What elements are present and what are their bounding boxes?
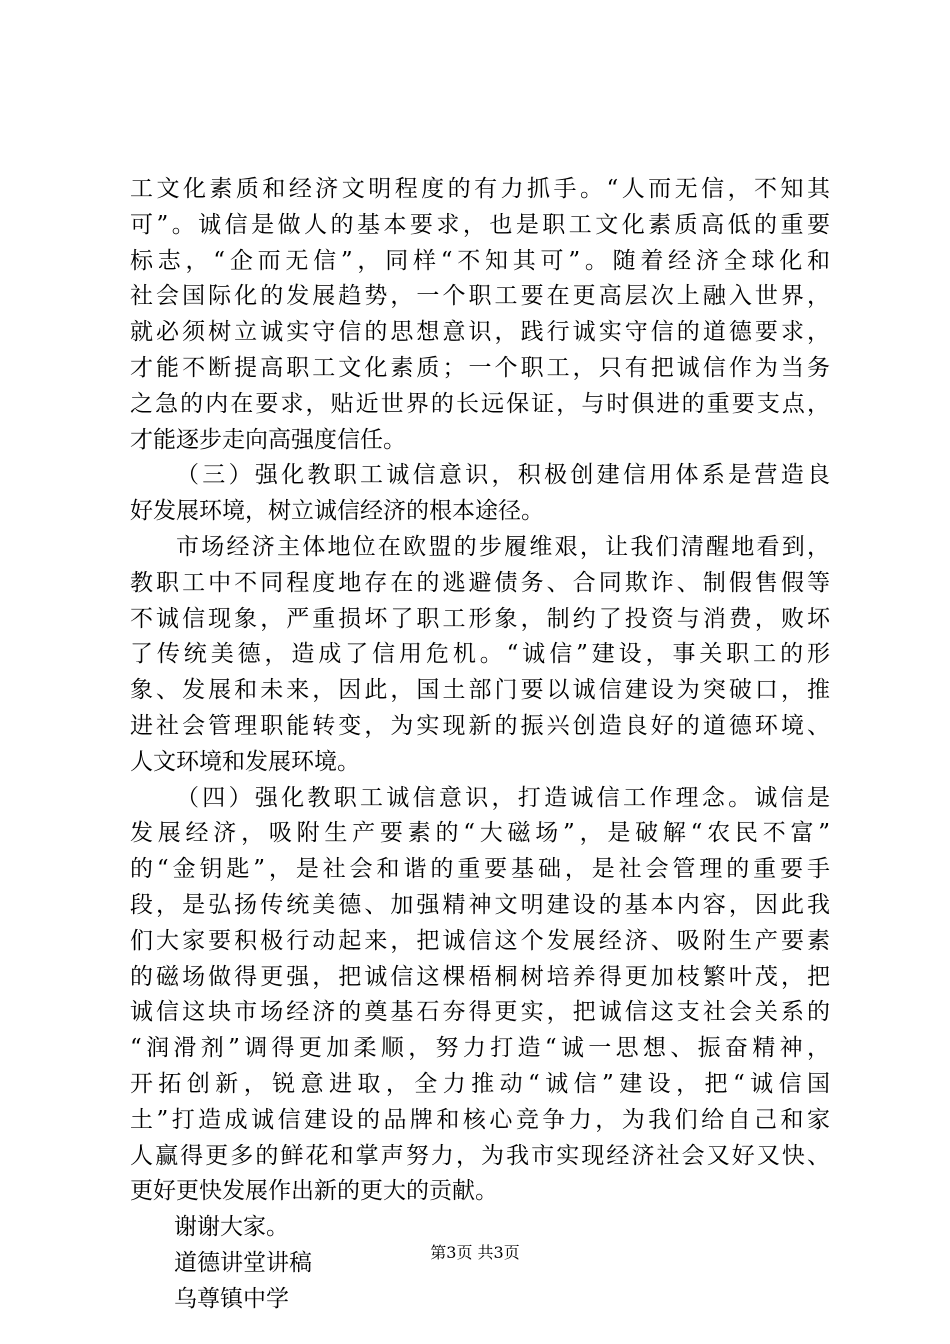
- text-line: 标志，“企而无信”，同样“不知其可”。随着经济全球化和: [130, 247, 830, 274]
- section-heading-line: （四）强化教职工诚信意识，打造诚信工作理念。诚信是: [176, 784, 830, 811]
- text-line: “润滑剂”调得更加柔顺，努力打造“诚一思想、振奋精神，: [130, 1035, 830, 1062]
- text-line: 人赢得更多的鲜花和掌声努力，为我市实现经济社会又好又快、: [130, 1142, 830, 1169]
- text-line: 的“金钥匙”，是社会和谐的重要基础，是社会管理的重要手: [130, 856, 830, 883]
- text-line: 工文化素质和经济文明程度的有力抓手。“人而无信，不知其: [130, 176, 830, 202]
- text-line: 更好更快发展作出新的更大的贡献。: [130, 1178, 498, 1205]
- text-line: 之急的内在要求，贴近世界的长远保证，与时俱进的重要支点，: [130, 390, 830, 417]
- text-line: 社会国际化的发展趋势，一个职工要在更高层次上融入世界，: [130, 283, 830, 310]
- closing-thanks: 谢谢大家。: [174, 1214, 289, 1241]
- text-line: 们大家要积极行动起来，把诚信这个发展经济、吸附生产要素: [130, 927, 830, 954]
- text-line: 才能逐步走向高强度信任。: [130, 426, 406, 453]
- closing-school: 乌尊镇中学: [174, 1285, 289, 1312]
- text-line: 就必须树立诚实守信的思想意识，践行诚实守信的道德要求，: [130, 319, 830, 346]
- text-line: 了传统美德，造成了信用危机。“诚信”建设，事关职工的形: [130, 641, 830, 668]
- text-line: 进社会管理职能转变，为实现新的振兴创造良好的道德环境、: [130, 712, 830, 739]
- text-line: 市场经济主体地位在欧盟的步履维艰，让我们清醒地看到，: [176, 533, 830, 560]
- text-line: 诚信这块市场经济的奠基石夯得更实，把诚信这支社会关系的: [130, 999, 830, 1026]
- text-line: 不诚信现象，严重损坏了职工形象，制约了投资与消费，败坏: [130, 605, 830, 632]
- text-line: 可”。诚信是做人的基本要求，也是职工文化素质高低的重要: [130, 211, 830, 238]
- text-line: 土”打造成诚信建设的品牌和核心竞争力，为我们给自己和家: [130, 1106, 830, 1133]
- closing-title: 道德讲堂讲稿: [174, 1249, 312, 1276]
- document-body: [130, 172, 830, 1318]
- text-line: 才能不断提高职工文化素质；一个职工，只有把诚信作为当务: [130, 354, 830, 381]
- section-heading-line: （三）强化教职工诚信意识，积极创建信用体系是营造良: [176, 462, 830, 489]
- text-line: 教职工中不同程度地存在的逃避债务、合同欺诈、制假售假等: [130, 569, 830, 596]
- text-line: 人文环境和发展环境。: [130, 748, 360, 775]
- section-heading-line: 好发展环境，树立诚信经济的根本途径。: [130, 498, 544, 525]
- text-line: 象、发展和未来，因此，国土部门要以诚信建设为突破口，推: [130, 677, 830, 704]
- text-line: 发展经济，吸附生产要素的“大磁场”，是破解“农民不富”: [130, 820, 830, 847]
- text-line: 开拓创新，锐意进取，全力推动“诚信”建设，把“诚信国: [130, 1070, 830, 1097]
- text-line: 的磁场做得更强，把诚信这棵梧桐树培养得更加枝繁叶茂，把: [130, 963, 830, 990]
- text-line: 段，是弘扬传统美德、加强精神文明建设的基本内容，因此我: [130, 891, 830, 918]
- page-number-footer: 第3页 共3页: [430, 1243, 520, 1262]
